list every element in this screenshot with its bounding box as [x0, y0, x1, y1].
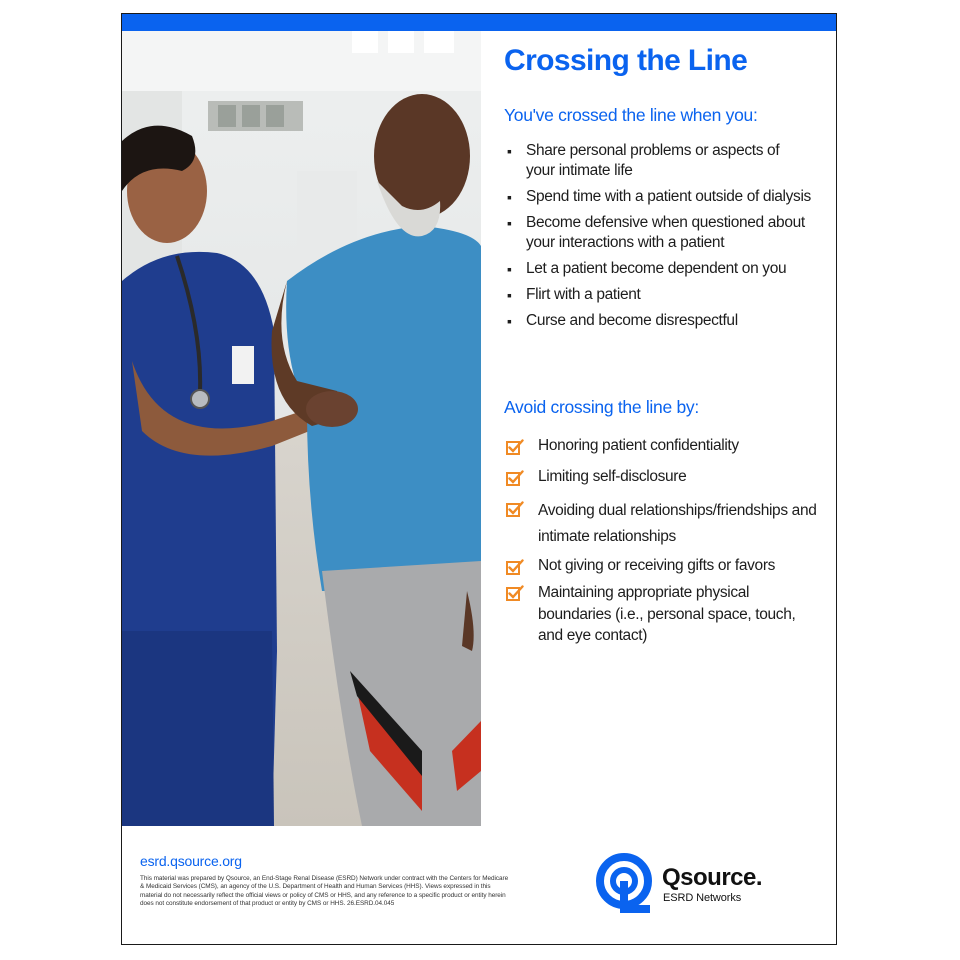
- qsource-logo-icon: [596, 852, 656, 914]
- checkbox-check-icon: [506, 559, 524, 575]
- square-bullet-icon: ▪: [507, 287, 512, 303]
- list-item: ▪ Spend time with a patient outside of dialysis: [507, 188, 811, 205]
- nurse-patient-photo: [122, 31, 481, 826]
- square-bullet-icon: ▪: [507, 215, 512, 231]
- page-title: Crossing the Line: [504, 44, 748, 77]
- crossed-line-heading: You've crossed the line when you:: [504, 105, 758, 125]
- list-item: ▪ Curse and become disrespectful: [507, 312, 738, 329]
- list-item: Avoiding dual relationships/friendships and intimate relationships: [506, 498, 823, 550]
- logo-wordmark: Qsource.: [662, 864, 763, 891]
- logo-subtitle: ESRD Networks: [663, 892, 742, 904]
- checkbox-check-icon: [506, 439, 524, 455]
- list-item: Limiting self-disclosure: [506, 467, 826, 487]
- list-item: Maintaining appropriate physical boundaries (i.e., personal space, touch, and eye contact): [506, 582, 823, 647]
- list-item: ▪ Share personal problems or aspects of your intimate life: [507, 142, 780, 179]
- list-item: ▪ Let a patient become dependent on you: [507, 260, 787, 277]
- checkbox-check-icon: [506, 501, 524, 517]
- flyer-page: [121, 13, 837, 945]
- website-link[interactable]: esrd.qsource.org: [140, 853, 242, 869]
- crossed-line-list: [504, 141, 824, 337]
- square-bullet-icon: ▪: [507, 313, 512, 329]
- list-item: Not giving or receiving gifts or favors: [506, 556, 826, 576]
- square-bullet-icon: ▪: [507, 189, 512, 205]
- checkbox-check-icon: [506, 585, 524, 601]
- disclaimer-text: This material was prepared by Qsource, an End-Stage Renal Disease (ESRD) Network under contract with the Centers for Medicare & Medicaid Services (CMS), an agency of the U.S. Department of Health and Human Services (HHS). Views expressed in this material do not necessarily reflect the official views or policy of CMS or HHS, and any reference to a specific product or entity herein does not constitute endorsement of that product or entity by CMS or HHS. 26.ESRD.04.045: [140, 875, 509, 908]
- square-bullet-icon: ▪: [507, 261, 512, 277]
- top-accent-bar: [122, 14, 836, 31]
- list-item: Honoring patient confidentiality: [506, 436, 826, 456]
- avoid-line-heading: Avoid crossing the line by:: [504, 397, 699, 417]
- qsource-logo: [596, 852, 786, 918]
- list-item: ▪ Flirt with a patient: [507, 286, 641, 303]
- list-item: ▪ Become defensive when questioned about your interactions with a patient: [507, 214, 805, 251]
- square-bullet-icon: ▪: [507, 143, 512, 159]
- avoid-line-list: [506, 436, 826, 647]
- checkbox-check-icon: [506, 470, 524, 486]
